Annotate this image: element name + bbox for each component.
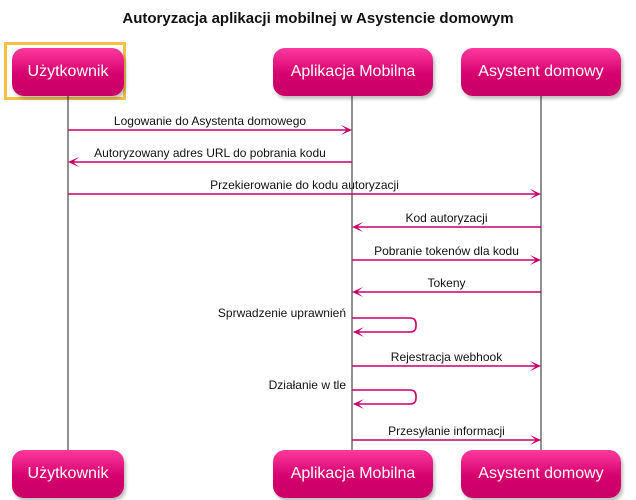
participant-asystent-bottom[interactable]: Asystent domowy: [461, 450, 621, 498]
message-label: Logowanie do Asystenta domowego: [113, 114, 307, 128]
participant-uzytkownik-bottom[interactable]: Użytkownik: [12, 450, 124, 498]
self-message-arrow: [352, 390, 416, 404]
message-label: Tokeny: [427, 276, 466, 290]
participant-aplikacja-top[interactable]: Aplikacja Mobilna: [273, 48, 433, 96]
participant-asystent-top[interactable]: Asystent domowy: [461, 48, 621, 96]
participant-uzytkownik-top[interactable]: Użytkownik: [12, 48, 124, 96]
message-label: Autoryzowany adres URL do pobrania kodu: [94, 146, 326, 160]
diagram-title: Autoryzacja aplikacji mobilnej w Asystencie domowym: [122, 10, 514, 27]
self-message-arrow: [352, 318, 416, 332]
message-label: Przesyłanie informacji: [388, 424, 505, 438]
message-label: Działanie w tle: [268, 378, 346, 392]
message-label: Przekierowanie do kodu autoryzacji: [210, 178, 399, 192]
message-label: Rejestracja webhook: [390, 350, 503, 364]
message-label: Pobranie tokenów dla kodu: [374, 244, 519, 258]
participant-aplikacja-bottom[interactable]: Aplikacja Mobilna: [273, 450, 433, 498]
message-label: Sprwadzenie uprawnień: [217, 306, 346, 320]
message-label: Kod autoryzacji: [405, 211, 488, 225]
